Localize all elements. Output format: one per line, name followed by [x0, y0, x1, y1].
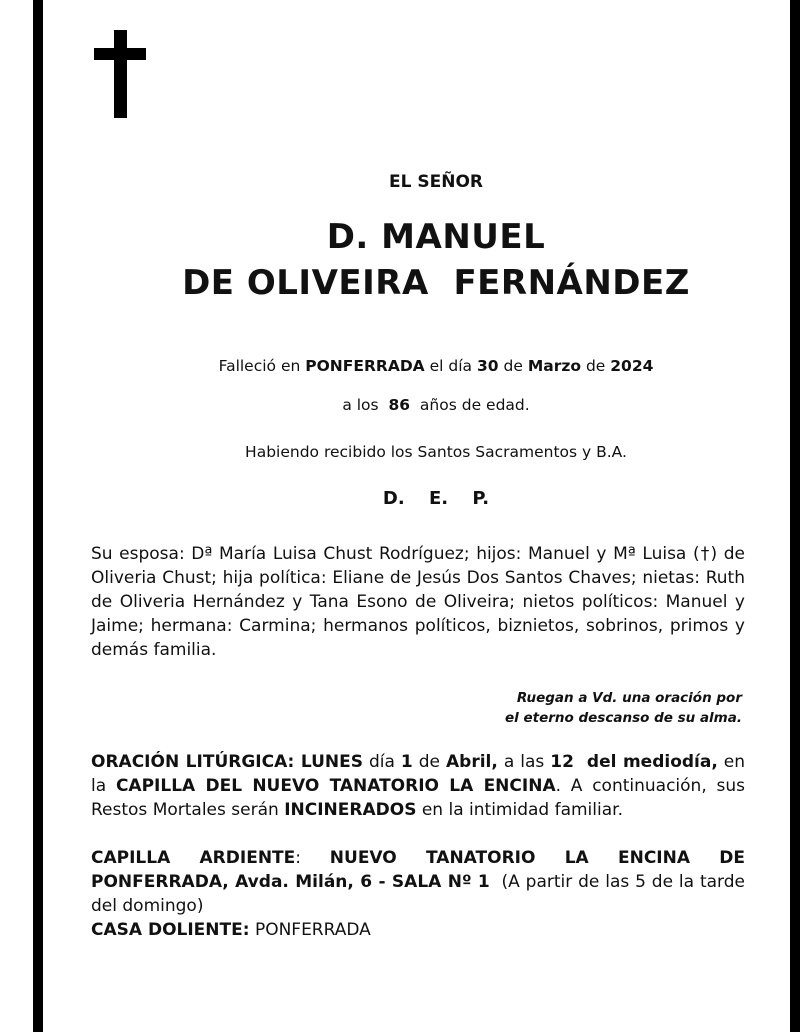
- right-border: [790, 0, 800, 1032]
- death-line: Falleció en PONFERRADA el día 30 de Marzo de 2024: [218, 357, 654, 375]
- deceased-name-line2: DE OLIVEIRA FERNÁNDEZ: [182, 263, 690, 303]
- family-paragraph: Su esposa: Dª María Luisa Chust Rodríguez; hijos: Manuel y Mª Luisa (†) de Oliveria Chust; hija política: Eliane de Jesús Dos Santos Chaves; nietas: Ruth de Oliveria Hernández y Tana Esono de Oliveira; nietos políticos: Manuel y Jaime; hermana: Carmina; hermanos políticos, biznietos, sobrinos, primos y demás familia.: [91, 544, 745, 660]
- deceased-name: [80, 214, 792, 306]
- deceased-name-line1: D. MANUEL: [326, 217, 546, 257]
- casa-paragraph: CASA DOLIENTE: PONFERRADA: [91, 920, 371, 940]
- capilla-paragraph: CAPILLA ARDIENTE: NUEVO TANATORIO LA ENCINA DE PONFERRADA, Avda. Milán, 6 - SALA Nº 1 (A partir de las 5 de la tarde del domingo): [91, 848, 746, 916]
- sacraments-line: Habiendo recibido los Santos Sacramentos y B.A.: [245, 443, 627, 461]
- header-title: EL SEÑOR: [389, 172, 483, 192]
- age-line: a los 86 años de edad.: [342, 396, 530, 414]
- oracion-paragraph: ORACIÓN LITÚRGICA: LUNES día 1 de Abril, a las 12 del mediodía, en la CAPILLA DEL NUEVO TANATORIO LA ENCINA. A continuación, sus Restos Mortales serán INCINERADOS en la intimidad familiar.: [91, 752, 746, 820]
- left-border: [33, 0, 43, 1032]
- cross-icon: [94, 30, 146, 120]
- dep-text: D. E. P.: [382, 488, 490, 509]
- prayer-request: Ruegan a Vd. una oración por el eterno descanso de su alma.: [505, 690, 742, 726]
